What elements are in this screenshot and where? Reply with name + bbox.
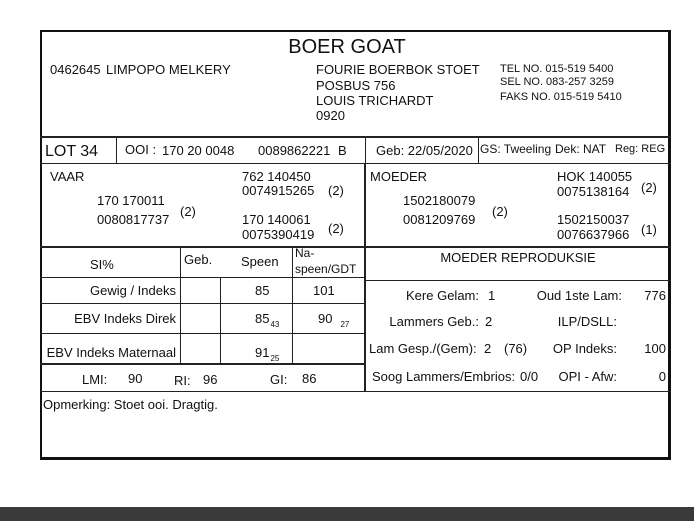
repro-title: MOEDER REPRODUKSIE [440, 250, 596, 265]
remarks: Opmerking: Stoet ooi. Dragtig. [43, 397, 218, 412]
breeder-code: 0462645 [50, 62, 101, 77]
index-row-label: EBV Indeks Direk [74, 311, 176, 326]
dam-id-2: 0081209769 [403, 212, 476, 227]
owner-postal-code: 0920 [316, 108, 345, 123]
dam-sire-id-2: 0075138164 [557, 184, 630, 199]
lam-gesp-gem-value: (76) [504, 341, 528, 356]
lammers-geb-value: 2 [485, 314, 493, 329]
owner-tel: TEL NO. 015-519 5400 [500, 63, 614, 75]
op-indeks-value: 100 [644, 341, 666, 356]
sire-sire-note: (2) [328, 183, 344, 198]
breeder-name: LIMPOPO MELKERY [106, 62, 231, 77]
owner-fax: FAKS NO. 015-519 5410 [500, 91, 622, 103]
sire-label: VAAR [50, 169, 85, 184]
oud-1ste-lam-label: Oud 1ste Lam: [536, 288, 622, 303]
sire-id-2: 0080817737 [97, 212, 170, 227]
rule-index-row3 [40, 363, 365, 365]
sire-dam-id-1: 170 140061 [242, 212, 311, 227]
opi-afw-label: OPI - Afw: [558, 369, 617, 384]
lam-gesp-label: Lam Gesp./(Gem): [369, 341, 477, 356]
sire-sire-id-2: 0074915265 [242, 183, 315, 198]
index-row-speen: 85 [255, 283, 270, 298]
rule-speen-col [292, 246, 293, 363]
dek-mating: Dek: NAT [555, 142, 607, 156]
soog-lammers-label: Soog Lammers/Embrios: [372, 369, 516, 384]
grade: B [338, 143, 347, 158]
rule-index-row2 [40, 333, 365, 334]
rule-geb-col-right [220, 277, 221, 363]
oud-1ste-lam-value: 776 [644, 288, 666, 303]
lot-number: LOT 34 [45, 143, 99, 160]
rule-center-divider [364, 163, 366, 391]
rule-summary-bottom [40, 391, 671, 392]
sire-sire-id-1: 762 140450 [242, 169, 311, 184]
ri-label: RI: [174, 373, 191, 388]
index-row-naspeen [313, 346, 314, 359]
index-header-si: SI% [90, 257, 114, 272]
soog-lammers-value: 0/0 [520, 369, 539, 384]
rule-header-bottom [40, 136, 671, 138]
id-number: 0089862221 [258, 143, 331, 158]
lammers-geb-label: Lammers Geb.: [389, 314, 479, 329]
ooi-label: OOI : [125, 142, 157, 157]
index-row-label: Gewig / Indeks [90, 283, 176, 298]
dam-note: (2) [492, 204, 508, 219]
rule-repro-header [365, 280, 671, 281]
lmi-value: 90 [128, 371, 143, 386]
lam-gesp-value: 2 [484, 341, 492, 356]
index-header-naspeen-1: Na- [295, 246, 315, 260]
dam-sire-note: (2) [641, 180, 657, 195]
index-row-speen: $91_{25}$ [255, 345, 280, 363]
reg-status: Reg: REG [615, 143, 666, 155]
dam-dam-note: (1) [641, 222, 657, 237]
opi-afw-value: 0 [658, 369, 666, 384]
gs-birth-type: GS: Tweeling [480, 142, 552, 156]
ri-value: 96 [203, 372, 218, 387]
dam-dam-id-2: 0076637966 [557, 227, 630, 242]
rule-lot-bottom [40, 163, 671, 164]
gi-value: 86 [302, 371, 317, 386]
ooi-value: 170 20 0048 [162, 143, 235, 158]
page-title: BOER GOAT [288, 36, 406, 58]
birth-date: Geb: 22/05/2020 [376, 143, 473, 158]
sire-dam-id-2: 0075390419 [242, 227, 315, 242]
owner-address-1: POSBUS 756 [316, 78, 396, 93]
sire-dam-note: (2) [328, 221, 344, 236]
owner-address-2: LOUIS TRICHARDT [316, 93, 434, 108]
gi-label: GI: [270, 372, 288, 387]
index-row-label: EBV Indeks Maternaal [46, 345, 176, 360]
sire-id-1: 170 170011 [97, 193, 165, 208]
lmi-label: LMI: [82, 372, 108, 387]
index-row-speen: $85_{43}$ [255, 311, 280, 329]
dam-id-1: 1502180079 [403, 193, 476, 208]
index-row-naspeen: 90 $_{27}$ [318, 311, 350, 329]
rule-index-row1 [40, 303, 365, 304]
rule-birth-divider [365, 136, 366, 163]
rule-geb-col [180, 246, 181, 363]
dam-dam-id-1: 1502150037 [557, 212, 630, 227]
kere-gelam-value: 1 [488, 288, 496, 303]
rule-index-header [40, 277, 365, 278]
index-row-naspeen: 101 [313, 283, 335, 298]
dam-label: MOEDER [370, 169, 428, 184]
op-indeks-label: OP Indeks: [552, 341, 617, 356]
owner-name: FOURIE BOERBOK STOET [316, 62, 480, 77]
owner-cell: SEL NO. 083-257 3259 [500, 76, 614, 88]
rule-gs-divider [478, 136, 479, 163]
index-header-speen: Speen [241, 254, 279, 269]
kere-gelam-label: Kere Gelam: [406, 288, 479, 303]
dam-sire-id-1: HOK 140055 [557, 169, 633, 184]
index-header-naspeen-2: speen/GDT [295, 262, 357, 276]
rule-pedigree-bottom [40, 246, 671, 248]
ilp-dsll-label: ILP/DSLL: [557, 314, 617, 329]
rule-lot-divider [116, 136, 117, 163]
sire-note: (2) [180, 204, 196, 219]
index-header-geb: Geb. [184, 252, 213, 267]
